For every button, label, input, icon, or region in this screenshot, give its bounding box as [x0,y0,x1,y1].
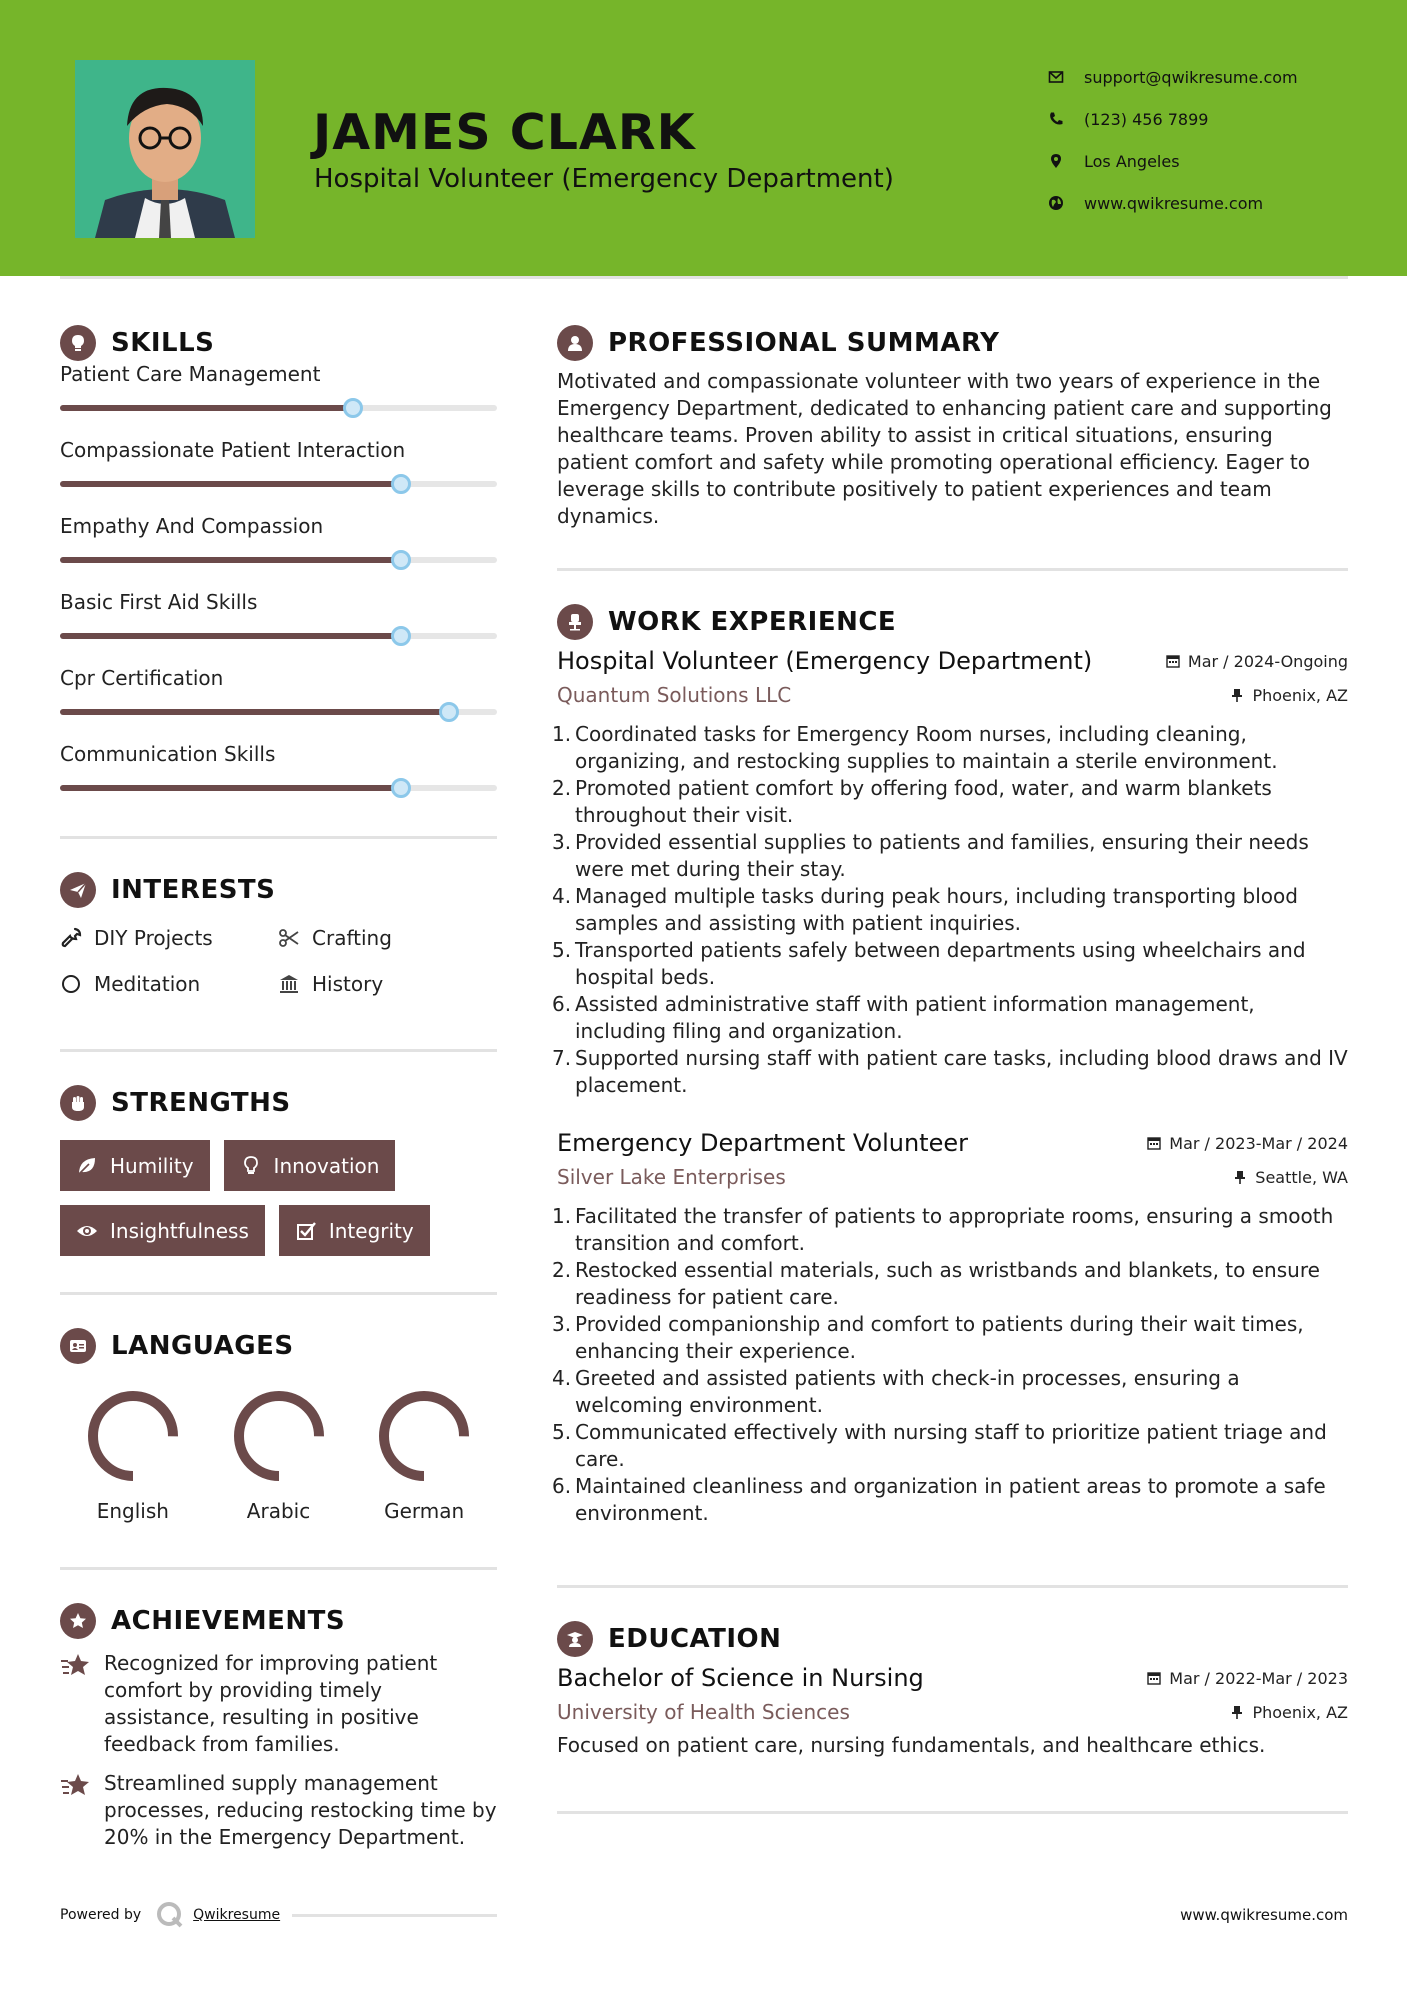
strength-tag [60,1205,265,1256]
pushpin-icon [1230,1705,1244,1719]
task-item: Greeted and assisted patients with check-in processes, ensuring a welcoming environment. [575,1366,1240,1417]
education-title: EDUCATION [608,1624,782,1654]
skill-level-knob [391,778,411,798]
education-text: Focused on patient care, nursing fundamentals, and healthcare ethics. [557,1733,1266,1757]
interests-title: INTERESTS [111,875,276,905]
interest-label: Meditation [94,972,201,996]
contact-location-text: Los Angeles [1084,151,1180,171]
star-icon [60,1652,92,1680]
pushpin-icon [1233,1170,1247,1184]
footer-divider [292,1914,497,1917]
contact-email-text: support@qwikresume.com [1084,67,1298,87]
company-name: Silver Lake Enterprises [557,1165,786,1189]
achievements-title: ACHIEVEMENTS [111,1606,346,1636]
strength-label: Integrity [328,1218,414,1243]
strength-label: Humility [110,1153,194,1178]
skill-item [60,664,497,740]
skill-level-knob [391,474,411,494]
task-item: Supported nursing staff with patient care tasks, including blood draws and IV placement. [575,1046,1348,1097]
calendar-icon [1147,1136,1161,1150]
task-list [557,721,1348,1099]
job-location-text: Seattle, WA [1255,1167,1348,1187]
job-dates-text: Mar / 2024-Ongoing [1187,651,1348,671]
section-divider [60,836,497,839]
strengths-title: STRENGTHS [111,1088,291,1118]
task-item: Provided essential supplies to patients and families, ensuring their needs were met during their stay. [575,830,1309,881]
skill-item [60,512,497,588]
education-dates-text: Mar / 2022-Mar / 2023 [1169,1668,1348,1688]
education-location [1230,1703,1348,1722]
task-item: Promoted patient comfort by offering food, water, and warm blankets throughout their visit. [575,776,1272,827]
contact-website[interactable] [1048,182,1298,224]
task-item: Facilitated the transfer of patients to appropriate rooms, ensuring a smooth transition and comfort. [575,1204,1334,1255]
experience-heading [557,599,1348,645]
job-dates [1166,652,1348,671]
skill-label: Communication Skills [60,742,276,766]
language-item [206,1387,352,1523]
qwikresume-logo-icon [155,1900,185,1930]
strength-tag [60,1140,210,1191]
job-dates-text: Mar / 2023-Mar / 2024 [1169,1133,1348,1153]
contact-phone-text: (123) 456 7899 [1084,109,1209,129]
checkbox-icon [295,1220,317,1242]
summary-heading [557,320,1348,366]
skill-level-knob [391,626,411,646]
interest-label: History [312,972,384,996]
right-column [557,320,1348,1814]
strength-tag [279,1205,430,1256]
brand-link[interactable]: Qwikresume [193,1907,281,1923]
section-divider [60,1049,497,1052]
skill-bar-fill [60,481,401,487]
summary-title: PROFESSIONAL SUMMARY [608,328,1000,358]
strength-tag [224,1140,396,1191]
task-item: Transported patients safely between departments using wheelchairs and hospital beds. [575,938,1306,989]
task-item: Communicated effectively with nursing staff to prioritize patient triage and care. [575,1420,1327,1471]
skill-label: Empathy And Compassion [60,514,324,538]
languages-title: LANGUAGES [111,1331,294,1361]
task-list [557,1203,1348,1527]
interests-list [60,923,497,999]
skill-bar [60,557,497,563]
envelope-icon [1048,69,1064,85]
education-location-text: Phoenix, AZ [1252,1702,1348,1722]
profile-photo [75,60,255,238]
achievement-item [60,1770,497,1851]
skill-item [60,436,497,512]
job-entry [557,647,1348,1099]
calendar-icon [1147,1671,1161,1685]
skill-label: Cpr Certification [60,666,224,690]
interest-label: Crafting [312,926,392,950]
graduate-icon [557,1621,593,1657]
languages-heading [60,1323,497,1369]
powered-by-text: Powered by [60,1907,142,1923]
candidate-title: Hospital Volunteer (Emergency Department) [314,164,894,194]
lightbulb-icon [240,1155,262,1177]
map-pin-icon [1048,153,1064,169]
language-level-ring [230,1387,328,1485]
education-heading [557,1616,1348,1662]
job-dates [1147,1134,1348,1153]
interest-item [278,969,497,999]
education-entry [557,1664,1348,1759]
interest-item [60,923,278,953]
footer-url[interactable]: www.qwikresume.com [1180,1906,1348,1924]
header-divider [60,276,1348,279]
company-name: Quantum Solutions LLC [557,683,792,707]
skill-item [60,588,497,664]
section-divider [557,1585,1348,1588]
strength-label: Innovation [273,1153,380,1178]
leaf-icon [76,1155,98,1177]
experience-title: WORK EXPERIENCE [608,607,897,637]
skill-bar [60,633,497,639]
skill-bar-fill [60,785,401,791]
job-location-text: Phoenix, AZ [1252,685,1348,705]
circle-icon [60,973,82,995]
language-item [351,1387,497,1523]
paper-plane-icon [60,872,96,908]
museum-icon [278,973,300,995]
strengths-list [60,1140,497,1256]
skill-level-knob [343,398,363,418]
job-role: Hospital Volunteer (Emergency Department) [557,647,1093,675]
language-level-ring [375,1387,473,1485]
achievement-text: Recognized for improving patient comfort by providing timely assistance, resulting in positive feedback from families. [104,1651,438,1756]
skill-label: Basic First Aid Skills [60,590,258,614]
skill-bar-fill [60,557,401,563]
globe-icon [1048,195,1064,211]
skill-bar [60,709,497,715]
skill-bar-fill [60,405,353,411]
language-label: German [384,1499,465,1523]
scissors-icon [278,927,300,949]
skill-bar [60,405,497,411]
wrench-icon [60,927,82,949]
office-chair-icon [557,604,593,640]
summary-text: Motivated and compassionate volunteer with two years of experience in the Emergency Department, dedicated to enhancing patient care and supporting healthcare teams. Proven ability to assist in critical situations, ensuring patient comfort and safety while promoting operational efficiency. Eager to leverage skills to contribute positively to patient experiences and team dynamics. [557,369,1332,528]
interest-label: DIY Projects [94,926,213,950]
star-badge-icon [60,1603,96,1639]
achievements-heading [60,1598,497,1644]
task-item: Managed multiple tasks during peak hours, including transporting blood samples and assisting with patient inquiries. [575,884,1298,935]
degree: Bachelor of Science in Nursing [557,1664,924,1692]
section-divider [60,1292,497,1295]
calendar-icon [1166,654,1180,668]
strengths-heading [60,1080,497,1126]
skill-item [60,360,497,436]
strength-label: Insightfulness [110,1218,249,1243]
job-role: Emergency Department Volunteer [557,1129,968,1157]
section-divider [60,1567,497,1570]
pushpin-icon [1230,688,1244,702]
task-item: Assisted administrative staff with patient information management, including filing and organization. [575,992,1255,1043]
lightbulb-icon [60,325,96,361]
id-card-icon [60,1328,96,1364]
eye-icon [76,1220,98,1242]
section-divider [557,1811,1348,1814]
fist-icon [60,1085,96,1121]
resume-header [0,0,1407,276]
contact-list [1048,56,1298,224]
job-entry [557,1129,1348,1527]
task-item: Restocked essential materials, such as wristbands and blankets, to ensure readiness for patient care. [575,1258,1320,1309]
portrait-image [75,60,255,238]
section-divider [557,568,1348,571]
skill-label: Patient Care Management [60,362,321,386]
achievement-text: Streamlined supply management processes, reducing restocking time by 20% in the Emergency Department. [104,1771,497,1849]
contact-phone[interactable] [1048,98,1298,140]
candidate-name: JAMES CLARK [313,104,696,161]
star-icon [60,1772,92,1800]
skills-title: SKILLS [111,328,215,358]
achievement-item [60,1650,497,1758]
skill-label: Compassionate Patient Interaction [60,438,406,462]
task-item: Provided companionship and comfort to patients during their wait times, enhancing their experience. [575,1312,1304,1363]
languages-list [60,1387,497,1523]
skills-list [60,360,497,816]
powered-by [60,1900,497,1930]
skill-level-knob [391,550,411,570]
skill-bar-fill [60,709,449,715]
interest-item [278,923,497,953]
interest-item [60,969,278,999]
language-level-ring [84,1387,182,1485]
skill-level-knob [439,702,459,722]
education-dates [1147,1669,1348,1688]
skill-bar [60,481,497,487]
task-item: Maintained cleanliness and organization in patient areas to promote a safe environment. [575,1474,1326,1525]
school-name: University of Health Sciences [557,1700,850,1724]
contact-website-text: www.qwikresume.com [1084,193,1264,213]
skill-bar-fill [60,633,401,639]
task-item: Coordinated tasks for Emergency Room nurses, including cleaning, organizing, and restocking supplies to maintain a sterile environment. [575,722,1278,773]
job-location [1233,1168,1348,1187]
phone-icon [1048,111,1064,127]
language-item [60,1387,206,1523]
contact-email[interactable] [1048,56,1298,98]
language-label: English [96,1499,169,1523]
contact-location [1048,140,1298,182]
interests-heading [60,867,497,913]
left-column [60,320,497,1851]
job-location [1230,686,1348,705]
language-label: Arabic [246,1499,311,1523]
user-icon [557,325,593,361]
skill-bar [60,785,497,791]
skill-item [60,740,497,816]
